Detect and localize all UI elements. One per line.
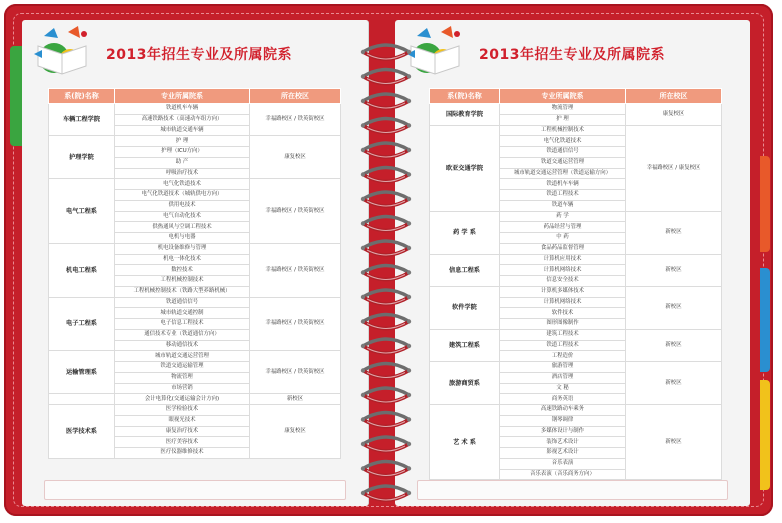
binder-ring [361, 364, 411, 378]
table-row [49, 297, 341, 308]
dept-cell: 车辆工程学院 [49, 104, 115, 136]
major-cell: 机电一体化技术 [115, 254, 250, 265]
dept-cell: 药 学 系 [430, 211, 500, 254]
binder-ring [361, 45, 411, 59]
binder-ring [361, 437, 411, 451]
page-header [395, 20, 750, 84]
major-cell: 电气自动化技术 [115, 211, 250, 222]
binder-ring [361, 192, 411, 206]
major-cell: 助 产 [115, 157, 250, 168]
major-cell: 图形图像制作 [500, 319, 626, 330]
page-title: 2013年招生专业及所属院系 [479, 47, 665, 63]
right-page [395, 20, 750, 506]
major-cell: 高速铁路动车乘务 [500, 405, 626, 416]
dept-cell: 电子工程系 [49, 297, 115, 351]
major-cell: 音乐表演（音乐商务方向） [500, 469, 626, 480]
major-cell: 城市轨道交通车辆 [115, 125, 250, 136]
major-cell: 工程机械控制技术 [115, 276, 250, 287]
campus-cell: 新校区 [626, 329, 722, 361]
table-row [430, 104, 722, 115]
dept-cell [49, 394, 115, 405]
dept-cell: 信息工程系 [430, 254, 500, 286]
spiral-binding [359, 36, 413, 506]
campus-cell: 新校区 [626, 362, 722, 405]
major-cell: 信息安全技术 [500, 276, 626, 287]
major-cell: 市场营销 [115, 383, 250, 394]
major-cell: 多媒体设计与制作 [500, 426, 626, 437]
campus-cell: 幸福路校区 / 铁英街校区 [250, 179, 341, 244]
major-cell: 护 理 [115, 136, 250, 147]
major-cell: 铁道工程技术 [500, 340, 626, 351]
header-major: 专业所属院系 [115, 89, 250, 104]
major-table [429, 88, 722, 480]
campus-cell: 幸福路校区 / 铁英街校区 [250, 243, 341, 297]
major-cell: 电机与电器 [115, 233, 250, 244]
major-cell: 影视艺术设计 [500, 448, 626, 459]
table-row [430, 286, 722, 297]
binder-ring [361, 119, 411, 133]
major-cell: 建筑工程技术 [500, 329, 626, 340]
dept-cell: 机电工程系 [49, 243, 115, 297]
campus-cell: 幸福路校区 / 铁英街校区 [250, 297, 341, 351]
major-cell: 医学检验技术 [115, 405, 250, 416]
major-cell: 护 理 [500, 114, 626, 125]
major-cell: 高速铁路技术（高速动车组方向） [115, 114, 250, 125]
campus-cell: 幸福路校区 / 康复校区 [626, 125, 722, 211]
binder-ring [361, 339, 411, 353]
major-cell: 装饰艺术设计 [500, 437, 626, 448]
table-row [49, 351, 341, 362]
table-row [49, 243, 341, 254]
dept-cell: 电气工程系 [49, 179, 115, 244]
table-row [430, 254, 722, 265]
table-header-row [430, 89, 722, 104]
campus-cell: 新校区 [626, 211, 722, 254]
major-cell: 物流管理 [500, 104, 626, 115]
major-cell: 电气化铁道技术 [500, 136, 626, 147]
major-cell: 中 药 [500, 233, 626, 244]
major-cell: 铁道通信信号 [500, 147, 626, 158]
major-cell: 旅游管理 [500, 362, 626, 373]
binder-ring [361, 217, 411, 231]
dept-cell: 护理学院 [49, 136, 115, 179]
major-cell: 铁道通信信号 [115, 297, 250, 308]
major-cell: 供用电技术 [115, 200, 250, 211]
dept-cell: 国际教育学院 [430, 104, 500, 126]
major-cell: 计算机网络技术 [500, 297, 626, 308]
header-campus: 所在校区 [626, 89, 722, 104]
dept-cell: 软件学院 [430, 286, 500, 329]
binder-ring [361, 143, 411, 157]
dept-cell: 建筑工程系 [430, 329, 500, 361]
table-row [430, 405, 722, 416]
page-footer-bar [417, 480, 728, 500]
campus-cell: 幸福路校区 / 铁英街校区 [250, 351, 341, 394]
major-cell: 铁道车辆 [500, 200, 626, 211]
binder-ring [361, 486, 411, 500]
binder-ring [361, 168, 411, 182]
major-cell: 物流管理 [115, 372, 250, 383]
table-row [430, 125, 722, 136]
tab-orange[interactable] [760, 156, 770, 252]
major-cell: 铁道交通运营管理 [500, 157, 626, 168]
major-cell: 酒店管理 [500, 372, 626, 383]
table-row [430, 362, 722, 373]
major-cell: 计算机网络技术 [500, 265, 626, 276]
table-row [49, 394, 341, 405]
campus-cell: 新校区 [250, 394, 341, 405]
header-dept: 系(院)名称 [49, 89, 115, 104]
major-cell: 康复治疗技术 [115, 426, 250, 437]
major-cell: 铁道交通运输管理 [115, 362, 250, 373]
dept-cell: 艺 术 系 [430, 405, 500, 480]
major-cell: 铁道机车车辆 [500, 179, 626, 190]
major-cell: 城市轨道交通控制 [115, 308, 250, 319]
major-cell: 商务英语 [500, 394, 626, 405]
header-major: 专业所属院系 [500, 89, 626, 104]
major-cell: 呼吸治疗技术 [115, 168, 250, 179]
major-cell: 食品药品监督管理 [500, 243, 626, 254]
major-cell: 通信技术专业（铁道通信方向） [115, 329, 250, 340]
header-campus: 所在校区 [250, 89, 341, 104]
dept-cell: 欧亚交通学院 [430, 125, 500, 211]
major-cell: 工程造价 [500, 351, 626, 362]
tab-yellow[interactable] [760, 380, 770, 490]
major-cell: 机电设备维修与管理 [115, 243, 250, 254]
major-cell: 眼视光技术 [115, 415, 250, 426]
open-book-logo-icon [28, 24, 96, 76]
table-row [49, 405, 341, 416]
major-cell: 护理（ICU方向） [115, 147, 250, 158]
campus-cell: 幸福路校区 / 铁英街校区 [250, 104, 341, 136]
dept-cell: 旅游商贸系 [430, 362, 500, 405]
campus-cell: 新校区 [626, 405, 722, 480]
major-cell: 计算机多媒体技术 [500, 286, 626, 297]
major-cell: 铁道机车车辆 [115, 104, 250, 115]
major-cell: 电气化铁道技术（城轨供电方向） [115, 190, 250, 201]
campus-cell: 康复校区 [250, 136, 341, 179]
binder-ring [361, 70, 411, 84]
binder-ring [361, 241, 411, 255]
campus-cell: 康复校区 [626, 104, 722, 126]
major-cell: 工程机械控制技术 [500, 125, 626, 136]
table-row [49, 104, 341, 115]
binder-ring [361, 388, 411, 402]
major-cell: 钢琴调律 [500, 415, 626, 426]
campus-cell: 新校区 [626, 286, 722, 329]
table-row [430, 329, 722, 340]
major-cell: 医疗仪器维修技术 [115, 448, 250, 459]
major-cell: 音乐表演 [500, 458, 626, 469]
dept-cell: 运输管理系 [49, 351, 115, 394]
major-cell: 药 学 [500, 211, 626, 222]
major-cell: 会计电算化(交通运输会计方向) [115, 394, 250, 405]
binder-ring [361, 266, 411, 280]
left-page [22, 20, 369, 506]
table-row [49, 179, 341, 190]
header-dept: 系(院)名称 [430, 89, 500, 104]
tab-blue[interactable] [760, 268, 770, 372]
major-cell: 数控技术 [115, 265, 250, 276]
table-header-row [49, 89, 341, 104]
major-cell: 铁道工程技术 [500, 190, 626, 201]
table-row [430, 211, 722, 222]
binder-ring [361, 413, 411, 427]
major-cell: 电子信息工程技术 [115, 319, 250, 330]
page-title: 2013年招生专业及所属院系 [106, 47, 292, 63]
binder-ring [361, 462, 411, 476]
table-row [49, 136, 341, 147]
major-cell: 文 秘 [500, 383, 626, 394]
binder-ring [361, 315, 411, 329]
page-header [22, 20, 368, 84]
major-cell: 软件技术 [500, 308, 626, 319]
dept-cell: 医学技术系 [49, 405, 115, 459]
page-footer-bar [44, 480, 346, 500]
major-cell: 医疗美容技术 [115, 437, 250, 448]
major-cell: 计算机应用技术 [500, 254, 626, 265]
campus-cell: 新校区 [626, 254, 722, 286]
major-cell: 工程机械控制技术（铁路大型养路机械） [115, 286, 250, 297]
binder-ring [361, 290, 411, 304]
major-cell: 移动通信技术 [115, 340, 250, 351]
major-cell: 电气化铁道技术 [115, 179, 250, 190]
major-cell: 城市轨道交通运营管理（铁道运输方向） [500, 168, 626, 179]
major-table [48, 88, 341, 459]
major-cell: 药品经营与管理 [500, 222, 626, 233]
campus-cell: 康复校区 [250, 405, 341, 459]
major-cell: 城市轨道交通运营管理 [115, 351, 250, 362]
major-cell: 供热通风与空调工程技术 [115, 222, 250, 233]
binder-ring [361, 94, 411, 108]
